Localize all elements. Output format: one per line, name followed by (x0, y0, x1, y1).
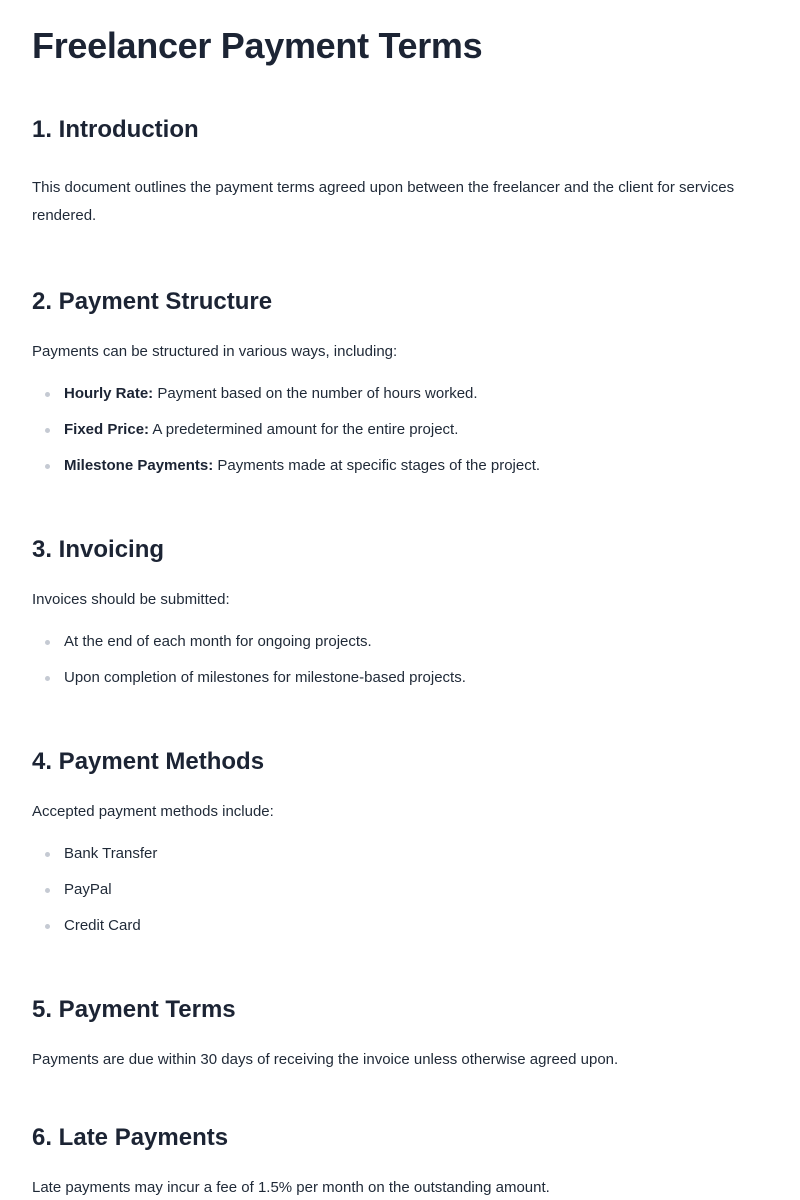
section-paragraph: This document outlines the payment terms agreed upon between the freelancer and the client for services rendered. (32, 179, 735, 224)
list-item (32, 666, 776, 690)
list-item-text: Payment based on the number of hours worked. (153, 385, 478, 402)
list-item-text: At the end of each month for ongoing projects. (64, 633, 372, 650)
list-item (32, 630, 776, 654)
list-item-text: Bank Transfer (64, 845, 158, 862)
list-item (32, 418, 776, 442)
section-late-payments (32, 1122, 776, 1200)
section-heading: 3. Invoicing (32, 536, 165, 563)
section-heading: 4. Payment Methods (32, 748, 265, 775)
section-heading: 5. Payment Terms (32, 996, 236, 1023)
section-heading: 2. Payment Structure (32, 288, 273, 315)
section-heading: 1. Introduction (32, 116, 199, 143)
payment-structure-list (32, 382, 776, 478)
section-paragraph: Accepted payment methods include: (32, 803, 274, 820)
list-item-text: PayPal (64, 881, 112, 898)
section-payment-terms (32, 994, 776, 1074)
list-item-text: A predetermined amount for the entire project. (149, 421, 459, 438)
section-heading: 6. Late Payments (32, 1124, 229, 1151)
list-item (32, 382, 776, 406)
list-item (32, 454, 776, 478)
section-paragraph: Payments can be structured in various ways, including: (32, 343, 398, 360)
section-paragraph: Invoices should be submitted: (32, 591, 230, 608)
section-payment-structure (32, 286, 776, 478)
list-item-term: Fixed Price: (64, 421, 150, 438)
list-item-text: Payments made at specific stages of the project. (213, 457, 541, 474)
list-item (32, 914, 776, 938)
section-invoicing (32, 534, 776, 690)
list-item-text: Upon completion of milestones for milestone-based projects. (64, 669, 466, 686)
bullet-icon (45, 924, 50, 929)
section-paragraph: Late payments may incur a fee of 1.5% per month on the outstanding amount. (32, 1179, 550, 1196)
section-paragraph: Payments are due within 30 days of receiving the invoice unless otherwise agreed upon. (32, 1051, 619, 1068)
list-item-term: Milestone Payments: (64, 457, 214, 474)
invoicing-list (32, 630, 776, 690)
list-item-term: Hourly Rate: (64, 385, 154, 402)
bullet-icon (45, 640, 50, 645)
section-payment-methods (32, 746, 776, 938)
page-title: Freelancer Payment Terms (32, 25, 483, 66)
bullet-icon (45, 464, 50, 469)
payment-methods-list (32, 842, 776, 938)
bullet-icon (45, 392, 50, 397)
list-item (32, 878, 776, 902)
bullet-icon (45, 852, 50, 857)
list-item (32, 842, 776, 866)
bullet-icon (45, 676, 50, 681)
section-introduction (32, 114, 776, 230)
bullet-icon (45, 888, 50, 893)
bullet-icon (45, 428, 50, 433)
list-item-text: Credit Card (64, 917, 141, 934)
